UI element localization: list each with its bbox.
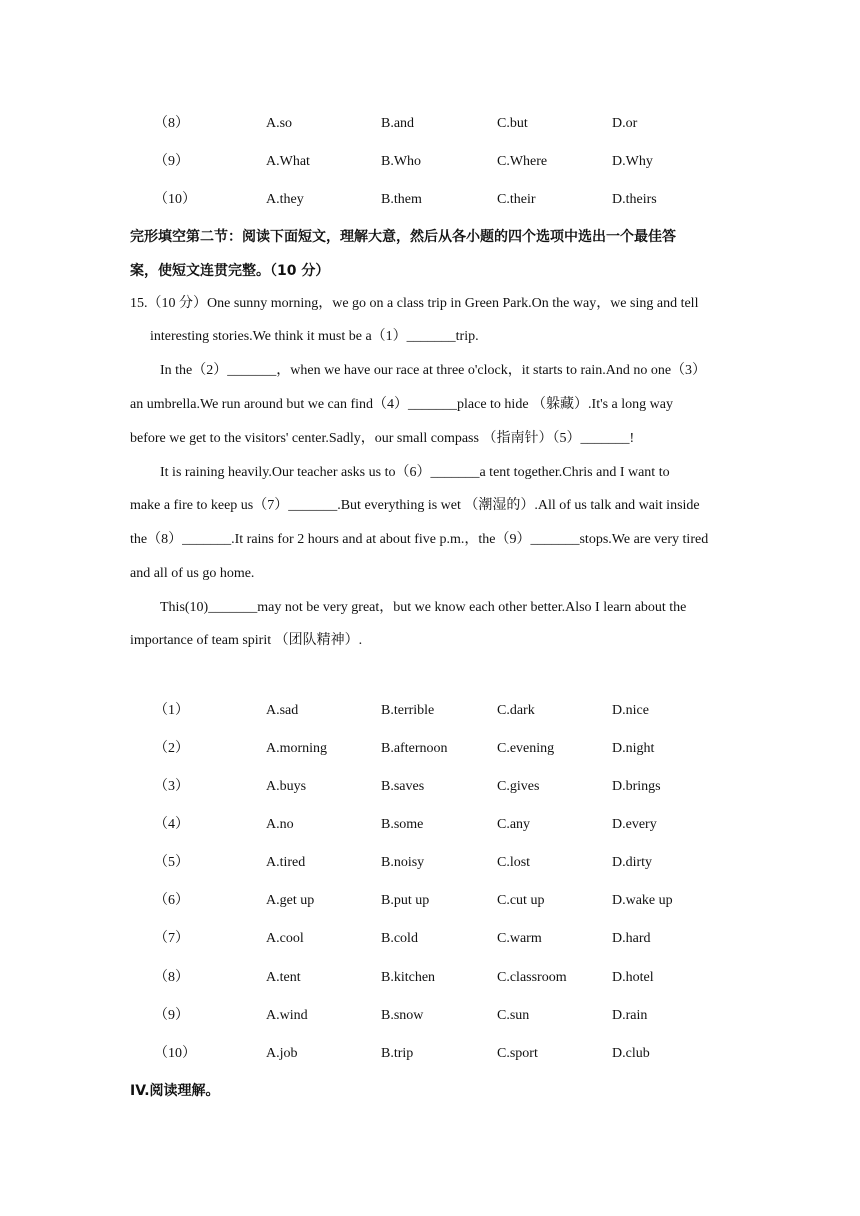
option-b: B.kitchen (381, 970, 436, 985)
option-b: B.snow (381, 1008, 424, 1023)
passage-line: This(10)_______may not be very great，but we know each other better.Also I learn about the (160, 600, 687, 615)
question-number: （8） (154, 970, 189, 985)
option-row (130, 739, 750, 759)
option-row (130, 853, 750, 873)
option-a: A.job (266, 1046, 298, 1061)
passage-line: 15.（10 分）One sunny morning，we go on a class trip in Green Park.On the way，we sing and tell (130, 296, 699, 311)
option-d: D.or (612, 116, 638, 131)
passage-line: an umbrella.We run around but we can find（4）_______place to hide （躲藏）.It's a long way (130, 397, 673, 412)
option-d: D.dirty (612, 855, 653, 870)
option-b: B.trip (381, 1046, 414, 1061)
question-number: （5） (154, 855, 189, 870)
option-d: D.wake up (612, 893, 673, 908)
option-a: A.tired (266, 855, 306, 870)
question-number: （6） (154, 893, 189, 908)
option-row (130, 1006, 750, 1026)
option-a: A.so (266, 116, 293, 131)
option-b: B.some (381, 817, 424, 832)
passage-line: the（8）_______.It rains for 2 hours and at about five p.m.，the（9）_______stops.We are very tired (130, 532, 709, 547)
option-d: D.Why (612, 154, 653, 169)
question-number: （2） (154, 741, 189, 756)
option-c: C.Where (497, 154, 548, 169)
option-b: B.terrible (381, 703, 435, 718)
question-number: （3） (154, 779, 189, 794)
option-c: C.but (497, 116, 528, 131)
option-c: C.cut up (497, 893, 545, 908)
option-d: D.brings (612, 779, 661, 794)
passage-line: and all of us go home. (130, 566, 255, 581)
question-number: （8） (154, 116, 189, 131)
question-number: （1） (154, 703, 189, 718)
option-c: C.sport (497, 1046, 538, 1061)
option-row (130, 1044, 750, 1064)
option-b: B.them (381, 192, 422, 207)
option-d: D.theirs (612, 192, 657, 207)
option-b: B.Who (381, 154, 422, 169)
question-number: （10） (154, 192, 196, 207)
passage-line: make a fire to keep us（7）_______.But everything is wet （潮湿的）.All of us talk and wait inside (130, 498, 700, 513)
option-a: A.buys (266, 779, 307, 794)
next-section-heading: IV.阅读理解。 (130, 1083, 220, 1099)
option-a: A.wind (266, 1008, 308, 1023)
option-a: A.cool (266, 931, 304, 946)
option-a: A.they (266, 192, 304, 207)
option-row (130, 114, 750, 134)
option-c: C.sun (497, 1008, 530, 1023)
option-d: D.rain (612, 1008, 648, 1023)
option-row (130, 968, 750, 988)
option-a: A.no (266, 817, 294, 832)
option-c: C.any (497, 817, 531, 832)
option-c: C.dark (497, 703, 535, 718)
option-c: C.lost (497, 855, 531, 870)
option-row (130, 190, 750, 210)
option-d: D.hard (612, 931, 651, 946)
option-b: B.noisy (381, 855, 425, 870)
option-d: D.hotel (612, 970, 654, 985)
section-heading-line-1: 完形填空第二节：阅读下面短文，理解大意，然后从各小题的四个选项中选出一个最佳答 (130, 229, 676, 245)
question-number: （7） (154, 931, 189, 946)
option-c: C.evening (497, 741, 555, 756)
option-row (130, 929, 750, 949)
option-c: C.gives (497, 779, 540, 794)
option-d: D.every (612, 817, 657, 832)
question-number: （9） (154, 1008, 189, 1023)
passage-line: It is raining heavily.Our teacher asks us to（6）_______a tent together.Chris and I want to (160, 465, 670, 480)
question-number: （10） (154, 1046, 196, 1061)
option-d: D.nice (612, 703, 649, 718)
option-a: A.morning (266, 741, 328, 756)
option-d: D.club (612, 1046, 650, 1061)
passage-line: interesting stories.We think it must be a（1）_______trip. (150, 329, 479, 344)
option-a: A.get up (266, 893, 315, 908)
option-c: C.their (497, 192, 536, 207)
question-number: （9） (154, 154, 189, 169)
option-d: D.night (612, 741, 655, 756)
option-row (130, 891, 750, 911)
option-b: B.saves (381, 779, 425, 794)
option-b: B.afternoon (381, 741, 448, 756)
passage-line: before we get to the visitors' center.Sadly，our small compass （指南针）（5）_______! (130, 431, 635, 446)
option-b: B.put up (381, 893, 430, 908)
option-a: A.tent (266, 970, 301, 985)
option-c: C.classroom (497, 970, 567, 985)
option-row (130, 701, 750, 721)
passage-line: importance of team spirit （团队精神）. (130, 633, 363, 648)
option-b: B.cold (381, 931, 418, 946)
option-row (130, 815, 750, 835)
option-a: A.What (266, 154, 310, 169)
section-heading-line-2: 案，使短文连贯完整。（10 分） (130, 263, 330, 279)
option-b: B.and (381, 116, 415, 131)
question-number: （4） (154, 817, 189, 832)
passage-line: In the（2）_______，when we have our race at three o'clock，it starts to rain.And no one（3） (160, 363, 707, 378)
option-row (130, 152, 750, 172)
option-c: C.warm (497, 931, 542, 946)
option-row (130, 777, 750, 797)
option-a: A.sad (266, 703, 299, 718)
